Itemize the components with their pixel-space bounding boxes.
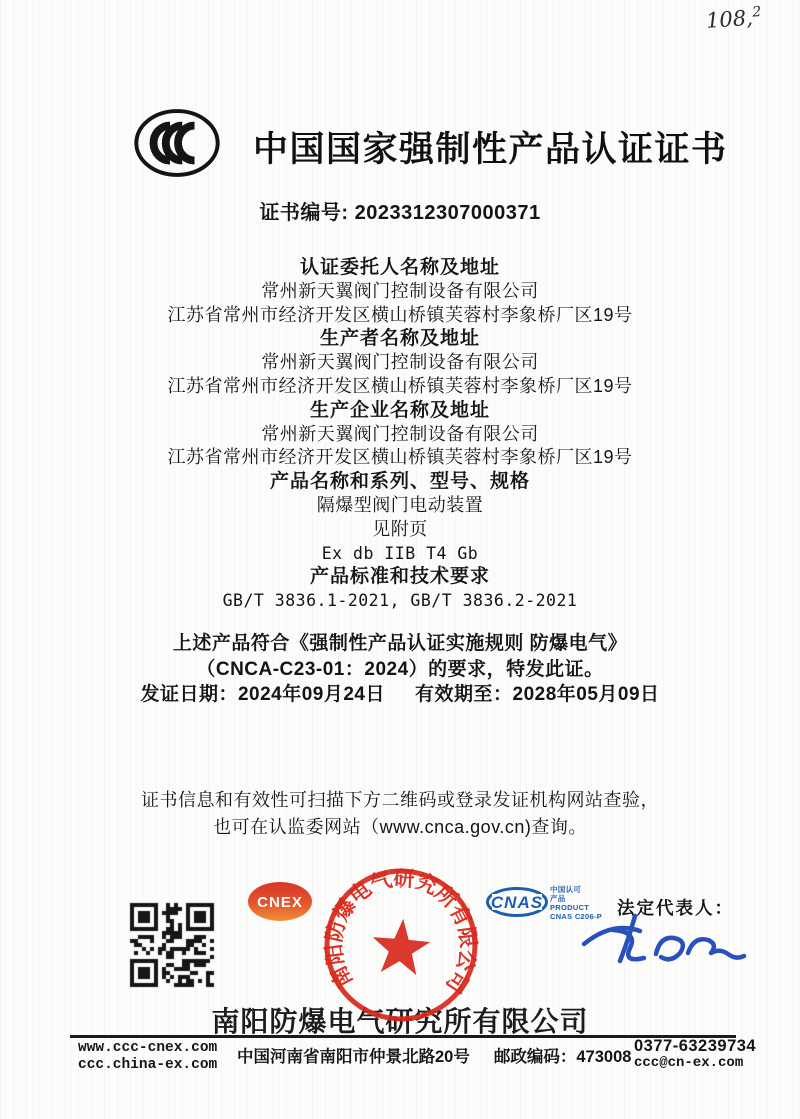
statement-dates [0,682,800,708]
section-heading-product: 产品名称和系列、型号、规格 [269,471,530,493]
statement-line-1: 上述产品符合《强制性产品认证实施规则 防爆电气》 [172,633,628,654]
footer-address-block [237,1043,631,1067]
expiry-date-value: 2028年05月09日 [512,684,660,705]
applicant-name: 常州新天翼阀门控制设备有限公司 [261,280,539,301]
stamp-text: 南阳防爆电气研究所有限公司 [321,866,481,998]
legal-representative-label: 法定代表人： [617,898,734,918]
page-title: 中国国家强制性产品认证证书 [253,130,728,169]
stamp-star-icon [370,916,432,976]
section-heading-producer: 生产者名称及地址 [319,328,480,350]
section-heading-factory: 生产企业名称及地址 [309,399,490,421]
footer-contact-block [634,1038,756,1072]
statement-line-2: （CNCA-C23-01：2024）的要求，特发此证。 [196,658,604,680]
footer-website-1: www.ccc-cnex.com [78,1040,218,1056]
section-heading-standards: 产品标准和技术要求 [309,566,490,588]
handwritten-number-text: 108, [705,5,754,33]
footer-postcode-label: 邮政编码： [493,1048,577,1066]
company-stamp [313,857,489,1033]
conformity-statement [0,631,800,708]
factory-name: 常州新天翼阀门控制设备有限公司 [261,423,539,444]
verification-note-line-1: 证书信息和有效性可扫描下方二维码或登录发证机构网站查验， [141,790,659,810]
cnas-caption-line-4: CNAS C206-P [550,912,603,921]
cnex-logo-label: CNEX [257,894,303,911]
cnas-caption-line-2: 产品 [550,894,566,903]
footer-phone: 0377-63239734 [634,1037,757,1055]
verification-note [0,787,800,841]
ex-marking: Ex db IIB T4 Gb [321,543,479,563]
producer-address: 江苏省常州市经济开发区横山桥镇芙蓉村李象桥厂区19号 [167,375,633,396]
issue-date-value: 2024年09月24日 [237,684,385,705]
producer-name: 常州新天翼阀门控制设备有限公司 [261,352,539,373]
standards-value: GB/T 3836.1-2021, GB/T 3836.2-2021 [222,591,578,611]
legal-representative-signature [578,906,750,986]
cnas-caption-line-3: PRODUCT [550,903,590,912]
qr-code [129,902,215,988]
cnex-logo [247,881,313,922]
section-heading-applicant: 认证委托人名称及地址 [299,257,500,278]
product-name: 隔爆型阀门电动装置 [316,494,484,515]
footer-websites [78,1040,217,1073]
issuer-company-name: 南阳防爆电气研究所有限公司 [211,1006,589,1037]
footer-postcode-value: 473008 [576,1048,632,1066]
factory-address: 江苏省常州市经济开发区横山桥镇芙蓉村李象桥厂区19号 [167,447,633,468]
cnas-caption-line-1: 中国认可 [550,885,582,894]
footer-website-2: ccc.china-ex.com [78,1056,218,1073]
handwritten-page-number [706,4,763,33]
verification-note-line-2: 也可在认监委网站（www.cnca.gov.cn)查询。 [213,817,587,837]
ccc-mark-icon [133,108,221,178]
certificate-body [0,256,800,613]
expiry-date-label: 有效期至： [415,684,513,705]
cnas-logo-label: CNAS [490,893,544,912]
applicant-address: 江苏省常州市经济开发区横山桥镇芙蓉村李象桥厂区19号 [167,304,633,325]
footer-address: 中国河南省南阳市仲景北路20号 [237,1048,470,1066]
product-see-attachment: 见附页 [372,518,428,539]
issue-date-label: 发证日期： [140,684,238,705]
certificate-number [0,196,800,225]
certificate-number-label: 证书编号: [259,202,349,224]
footer-email: ccc@cn-ex.com [634,1055,744,1071]
qr-code-canvas [129,902,215,988]
certificate-number-value: 2023312307000371 [354,202,541,224]
handwritten-number-sup: 2 [752,4,763,21]
